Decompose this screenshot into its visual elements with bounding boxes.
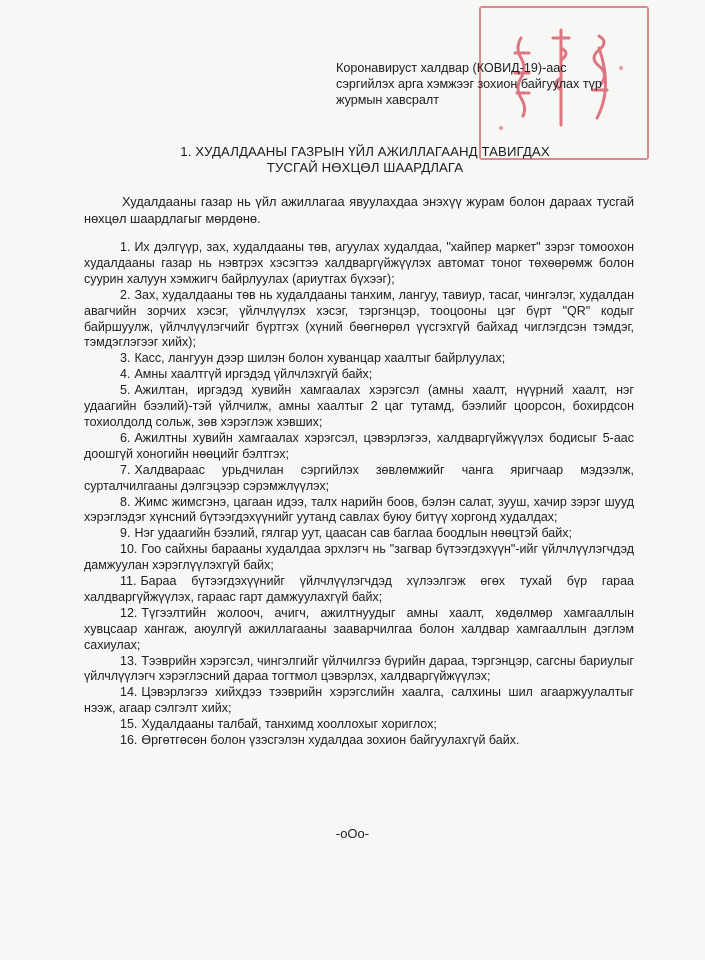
section-title-line: 1. ХУДАЛДААНЫ ГАЗРЫН ҮЙЛ АЖИЛЛАГААНД ТАВИГДАХ: [180, 144, 550, 159]
list-item: [84, 654, 634, 686]
list-item: [84, 717, 634, 733]
item-text: Амны хаалтгүй иргэдэд үйлчлэхгүй байх;: [134, 367, 373, 382]
item-text: Түгээлтийн жолооч, ачигч, ажилтнуудыг амны хаалт, хөдөлмөр хамгааллын хувцсаар хангаж, аюулгүй ажиллагааны зааварчилгаа болон халдвар хамгааллын дэглэм сахиулах;: [84, 605, 634, 652]
item-text: Гоо сайхны барааны худалдаа эрхлэгч нь "загвар бүтээгдэхүүн"-ийг үйлчлүүлэгчдэд дамжуулан хэрэглүүлэхгүй байх;: [84, 542, 634, 573]
item-text: Ажилтан, иргэдэд хувийн хамгаалах хэрэгсэл (амны хаалт, нүүрний хаалт, нэг удаагийн бээлий)-тэй үйлчилж, амны хаалтыг 2 цаг тутамд, бээлийг цоорсон, бохирдсон тохиолдолд сольж, зөв хэрэглэж хэвших;: [84, 383, 634, 429]
item-text: Халдвараас урьдчилан сэргийлэх зөвлөмжийг чанга яригчаар мэдээлж, сурталчилгааны дэлгэцээр сэрэмжлүүлэх;: [84, 462, 634, 493]
item-number: 16.: [120, 733, 138, 748]
section-title: [100, 144, 630, 176]
item-number: 9.: [120, 526, 131, 541]
item-text: Касс, лангуун дээр шилэн болон хуванцар хаалтыг байрлуулах;: [134, 351, 506, 366]
item-number: 2.: [120, 287, 131, 302]
appendix-note-line: сэргийлэх арга хэмжээг зохион байгуулах түр: [336, 77, 602, 91]
item-number: 7.: [120, 462, 131, 477]
list-item: [84, 495, 634, 527]
item-number: 8.: [120, 494, 131, 509]
item-text: Их дэлгүүр, зах, худалдааны төв, агуулах худалдаа, "хайпер маркет" зэрэг томоохон худалдааны газар нь нэвтрэх хэсэгтээ халдваргүйжүүлэх автомат тоног төхөөрөмж болон суурин халуун хэмжигч байрлуулах (ариутгах бүхээг);: [84, 240, 634, 286]
list-item: [84, 240, 634, 288]
item-number: 12.: [120, 605, 138, 620]
item-text: Зах, худалдааны төв нь худалдааны танхим, лангуу, тавиур, тасаг, чингэлэг, худалдан авагчийн зорчих хэсэг, үйлчлүүлэх хэсэг, тэргэнцэр, тооцооны цэг бүрт "QR" кодыг байршуулж, үйлчлүүлэгчийг бүртгэх (хүний бөөгнөрөл үүсгэхгүй байхад чиглэгдсэн тэмдэг, тэмдэглэгээг хийх);: [84, 287, 634, 350]
item-number: 11.: [120, 574, 137, 589]
item-number: 14.: [120, 685, 138, 700]
intro-paragraph: Худалдааны газар нь үйл ажиллагаа явуулахдаа энэхүү журам болон дараах тусгай нөхцөл шаардлагыг мөрдөнө.: [84, 194, 634, 226]
list-item: [84, 288, 634, 352]
list-item: [84, 526, 634, 542]
item-number: 4.: [120, 367, 131, 382]
end-mark: -oOo-: [335, 826, 370, 841]
item-text: Тээврийн хэрэгсэл, чингэлгийг үйлчилгээ бүрийн дараа, тэргэнцэр, сагсны бариулыг үйлчлүүлэгч хэрэглэсний дараа тогтмол цэвэрлэх, халдваргүйжүүлэх;: [84, 653, 634, 684]
item-text: Бараа бүтээгдэхүүнийг үйлчлүүлэгчдэд хүлээлгэж өгөх тухай бүр гараа халдваргүйжүүлэх, гараас гарт дамжуулахгүй байх;: [84, 574, 634, 604]
item-number: 6.: [120, 430, 131, 445]
list-item: [84, 574, 634, 606]
item-number: 10.: [120, 542, 138, 557]
item-text: Нэг удаагийн бээлий, гялгар уут, цаасан сав баглаа боодлын нөөцтэй байх;: [134, 526, 572, 541]
item-text: Жимс жимсгэнэ, цагаан идээ, талх нарийн боов, бэлэн салат, зууш, хачир зэрэг шууд хэрэглэдэг хүнсний бүтээгдэхүүнийг уутанд савлах буюу битүү хоргонд худалдах;: [84, 494, 634, 525]
list-item: [84, 431, 634, 463]
item-number: 3.: [120, 351, 131, 366]
section-title-line: ТУСГАЙ НӨХЦӨЛ ШААРДЛАГА: [266, 160, 464, 175]
list-item: [84, 733, 634, 749]
appendix-note-line: журмын хавсралт: [336, 93, 440, 107]
list-item: [84, 606, 634, 654]
requirements-list: [84, 240, 634, 749]
item-text: Цэвэрлэгээ хийхдээ тээврийн хэрэгслийн хаалга, салхины шил агааржуулалтыг нээж, агаар сэлгэлт хийх;: [84, 685, 634, 716]
item-number: 15.: [120, 717, 138, 732]
list-item: [84, 383, 634, 431]
appendix-note-line: Коронавируст халдвар (КОВИД-19)-аас: [336, 61, 567, 75]
item-number: 5.: [120, 383, 131, 398]
list-item: [84, 351, 634, 367]
list-item: [84, 685, 634, 717]
list-item: [84, 542, 634, 574]
item-number: 13.: [120, 653, 138, 668]
item-number: 1.: [120, 240, 131, 254]
item-text: Ажилтны хувийн хамгаалах хэрэгсэл, цэвэрлэгээ, халдваргүйжүүлэх бодисыг 5-аас доошгүй хоногийн нөөцийг бэлтгэх;: [84, 430, 634, 461]
appendix-note: [336, 60, 636, 108]
list-item: [84, 463, 634, 495]
item-text: Худалдааны талбай, танхимд хооллохыг хориглох;: [141, 717, 437, 732]
item-text: Өргөтгөсөн болон үзэсгэлэн худалдаа зохион байгуулахгүй байх.: [141, 733, 520, 748]
list-item: [84, 367, 634, 383]
